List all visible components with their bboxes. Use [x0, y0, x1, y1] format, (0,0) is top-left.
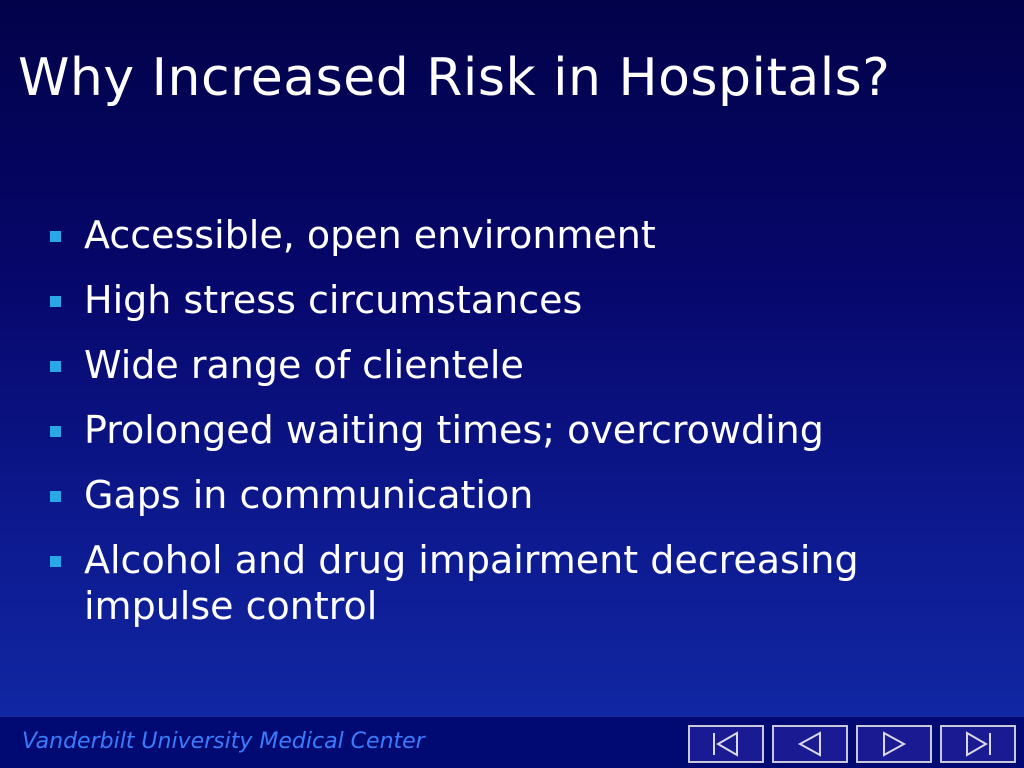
- bullet-item: [48, 342, 1016, 388]
- next-slide-icon: [874, 730, 914, 758]
- bullet-text: High stress circumstances: [84, 278, 583, 322]
- bullet-text: Gaps in communication: [84, 473, 534, 517]
- first-slide-button[interactable]: [688, 725, 764, 763]
- bullet-list: [48, 212, 1016, 648]
- first-slide-icon: [706, 730, 746, 758]
- bullet-text: Accessible, open environment: [84, 213, 656, 257]
- square-bullet-icon: [50, 361, 61, 372]
- last-slide-button[interactable]: [940, 725, 1016, 763]
- footer-text: Vanderbilt University Medical Center: [22, 729, 425, 754]
- slide-navigation: [688, 725, 1016, 763]
- bullet-item: [48, 537, 1016, 629]
- square-bullet-icon: [50, 426, 61, 437]
- bullet-item: [48, 277, 1016, 323]
- square-bullet-icon: [50, 491, 61, 502]
- previous-slide-icon: [790, 730, 830, 758]
- square-bullet-icon: [50, 296, 61, 307]
- previous-slide-button[interactable]: [772, 725, 848, 763]
- bullet-item: [48, 212, 1016, 258]
- last-slide-icon: [958, 730, 998, 758]
- bullet-item: [48, 472, 1016, 518]
- square-bullet-icon: [50, 556, 61, 567]
- next-slide-button[interactable]: [856, 725, 932, 763]
- square-bullet-icon: [50, 231, 61, 242]
- slide-title: Why Increased Risk in Hospitals?: [18, 48, 891, 108]
- bullet-text: Alcohol and drug impairment decreasing impulse control: [84, 538, 859, 628]
- footer-bar: [0, 716, 1024, 768]
- bullet-item: [48, 407, 1016, 453]
- bullet-text: Prolonged waiting times; overcrowding: [84, 408, 824, 452]
- bullet-text: Wide range of clientele: [84, 343, 524, 387]
